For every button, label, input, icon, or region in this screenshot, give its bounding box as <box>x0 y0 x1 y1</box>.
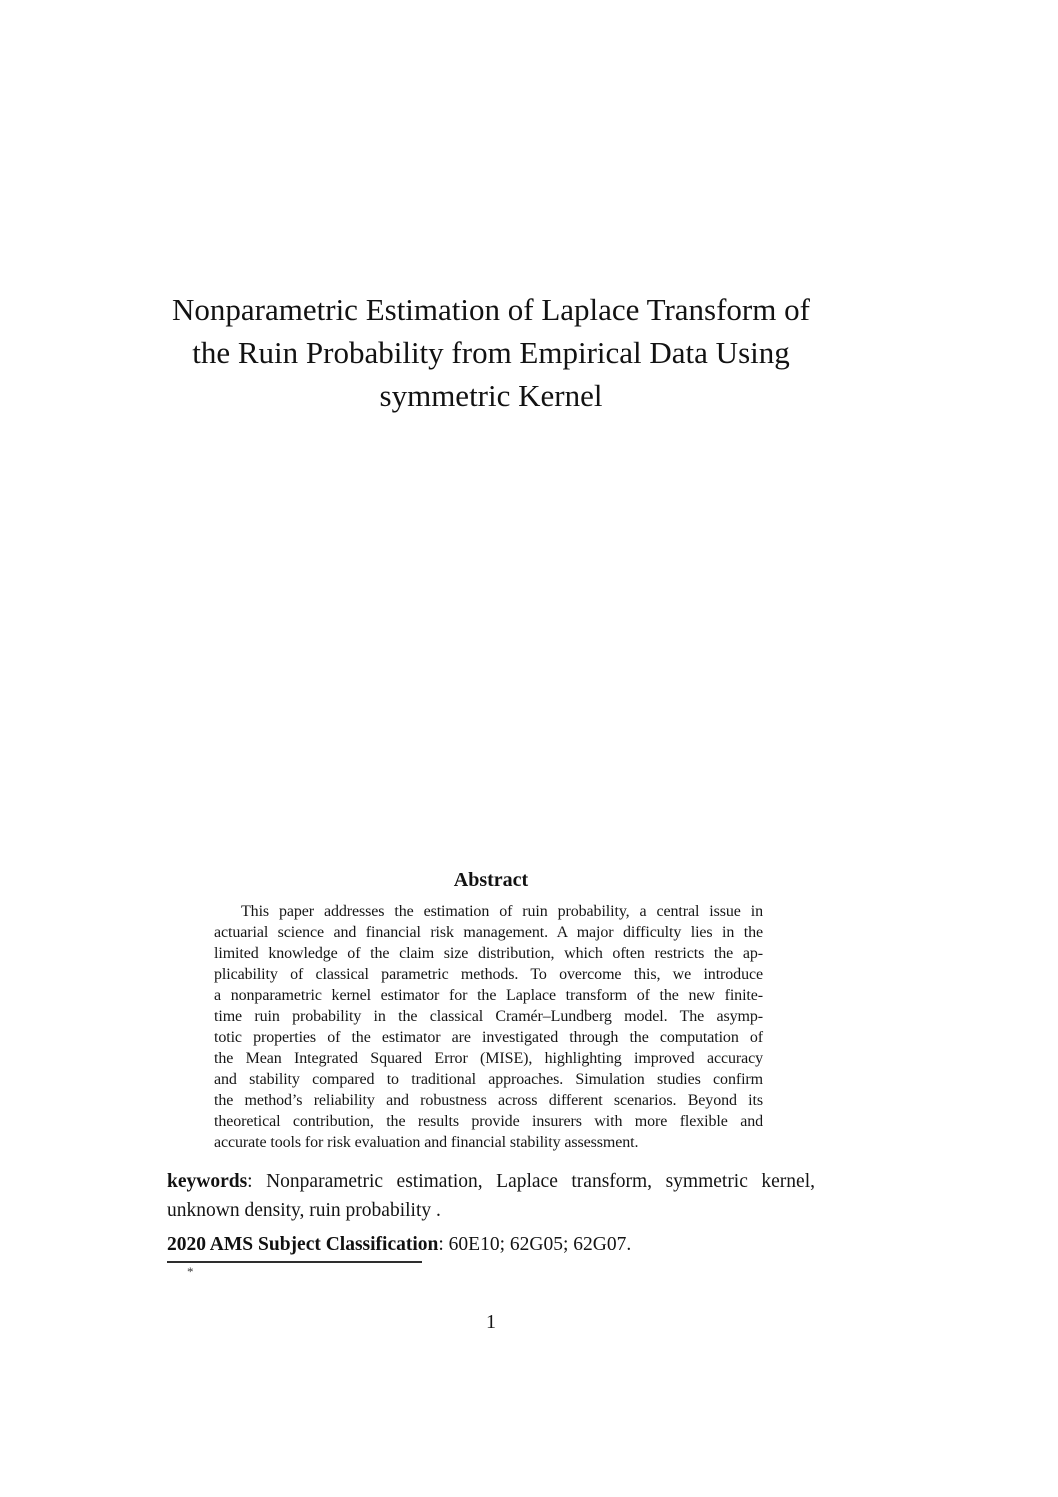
abstract-line: a nonparametric kernel estimator for the Laplace transform of the new finite- <box>214 987 763 1004</box>
abstract-line: accurate tools for risk evaluation and financial stability assessment. <box>214 1134 639 1151</box>
title-line-2: the Ruin Probability from Empirical Data Using <box>192 335 790 370</box>
title-line-3: symmetric Kernel <box>379 378 603 413</box>
footnote-asterisk: * <box>187 1264 194 1279</box>
keywords-paragraph <box>167 1168 815 1225</box>
abstract-line: actuarial science and financial risk management. A major difficulty lies in the <box>214 924 763 941</box>
abstract-line: theoretical contribution, the results provide insurers with more flexible and <box>214 1113 763 1130</box>
keywords-text: : Nonparametric estimation, Laplace transform, symmetric kernel, unknown density, ruin probability . <box>167 1171 815 1221</box>
abstract-line: time ruin probability in the classical Cramér–Lundberg model. The asymp- <box>214 1008 763 1025</box>
ams-classification-line <box>167 1234 867 1256</box>
abstract-text <box>214 901 763 1153</box>
abstract-line: limited knowledge of the claim size distribution, which often restricts the ap- <box>214 945 763 962</box>
title-line-1: Nonparametric Estimation of Laplace Transform of <box>172 292 810 327</box>
abstract-line: plicability of classical parametric methods. To overcome this, we introduce <box>214 966 763 983</box>
abstract-line: and stability compared to traditional approaches. Simulation studies confirm <box>214 1071 763 1088</box>
ams-codes: : 60E10; 62G05; 62G07. <box>438 1234 632 1255</box>
abstract-line: totic properties of the estimator are investigated through the computation of <box>214 1029 763 1046</box>
keywords-label: keywords <box>167 1171 248 1192</box>
abstract-line: the Mean Integrated Squared Error (MISE), highlighting improved accuracy <box>214 1050 763 1067</box>
abstract-line: the method’s reliability and robustness across different scenarios. Beyond its <box>214 1092 763 1109</box>
abstract-line: This paper addresses the estimation of ruin probability, a central issue in <box>241 903 763 920</box>
ams-label: 2020 AMS Subject Classification <box>167 1234 439 1255</box>
abstract-heading: Abstract <box>453 869 529 891</box>
page-number: 1 <box>486 1311 496 1333</box>
footnote-rule <box>167 1261 422 1263</box>
paper-title <box>167 288 815 417</box>
